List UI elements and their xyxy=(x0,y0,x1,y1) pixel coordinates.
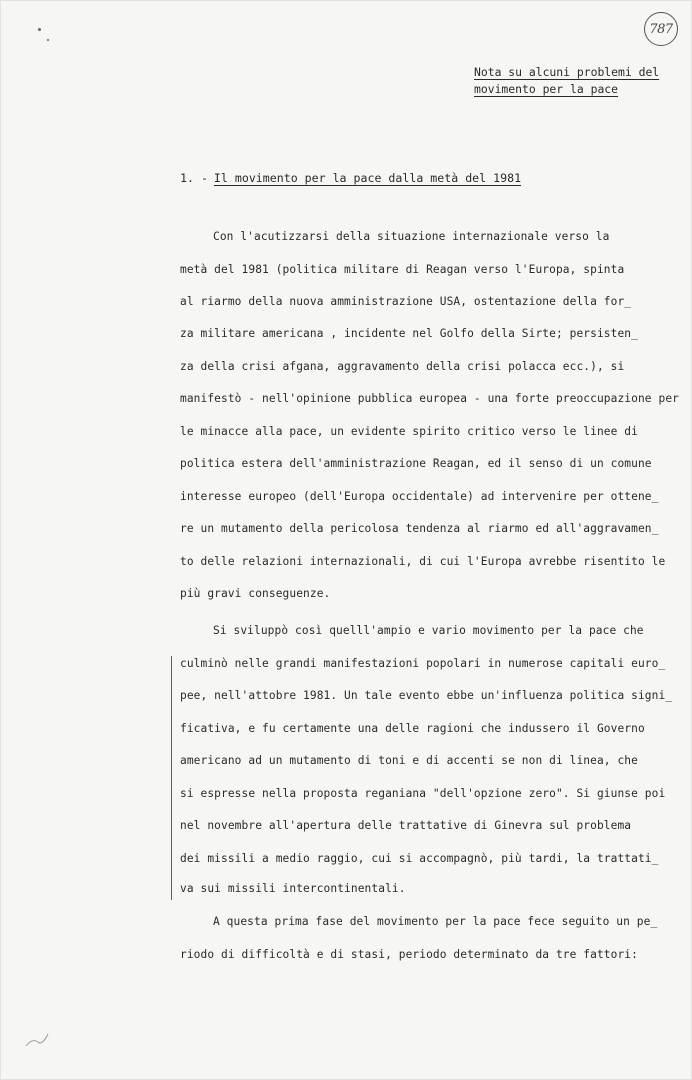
body-line: za della crisi afgana, aggravamento della crisi polacca ecc.), si xyxy=(180,360,625,373)
body-line: ficativa, e fu certamente una delle ragioni che indussero il Governo xyxy=(180,722,645,735)
body-line: to delle relazioni internazionali, di cui l'Europa avrebbe risentito le xyxy=(180,555,666,568)
body-line: culminò nelle grandi manifestazioni popolari in numerose capitali euro_ xyxy=(180,657,666,670)
body-line: interesse europeo (dell'Europa occidentale) ad intervenire per ottene_ xyxy=(180,490,659,503)
body-line: le minacce alla pace, un evidente spirito critico verso le linee di xyxy=(180,425,638,438)
body-line: dei missili a medio raggio, cui si accompagnò, più tardi, la trattati_ xyxy=(180,852,659,865)
body-line: nel novembre all'apertura delle trattative di Ginevra sul problema xyxy=(180,819,632,832)
body-line: re un mutamento della pericolosa tendenza al riarmo ed all'aggravamen_ xyxy=(180,522,659,535)
heading-line-2: movimento per la pace xyxy=(474,82,619,96)
body-line: metà del 1981 (politica militare di Reagan verso l'Europa, spinta xyxy=(180,263,625,276)
body-line: più gravi conseguenze. xyxy=(180,587,331,600)
corner-pencil-scribble xyxy=(20,1016,60,1056)
body-line: politica estera dell'amministrazione Reagan, ed il senso di un comune xyxy=(180,457,652,470)
body-line: pee, nell'attobre 1981. Un tale evento ebbe un'influenza politica signi_ xyxy=(180,689,673,702)
ink-speck xyxy=(47,39,49,41)
folio-number: 787 xyxy=(649,21,673,37)
ink-speck xyxy=(38,28,41,31)
section-title-text: Il movimento per la pace dalla metà del 1981 xyxy=(213,171,522,185)
body-line: riodo di difficoltà e di stasi, periodo determinato da tre fattori: xyxy=(180,948,638,961)
section-number: 1. - xyxy=(180,171,208,185)
body-line: Con l'acutizzarsi della situazione internazionale verso la xyxy=(213,230,610,243)
body-line: va sui missili intercontinentali. xyxy=(180,882,406,895)
body-line: al riarmo della nuova amministrazione USA, ostentazione della for_ xyxy=(180,295,632,308)
document-heading xyxy=(474,64,659,98)
folio-number-stamp xyxy=(644,12,678,46)
heading-line-1: Nota su alcuni problemi del xyxy=(474,65,660,79)
body-line: manifestò - nell'opinione pubblica europea - una forte preoccupazione per xyxy=(180,392,679,405)
section-title xyxy=(180,171,521,185)
body-line: si espresse nella proposta reganiana "dell'opzione zero". Si giunse poi xyxy=(180,787,666,800)
body-line: americano ad un mutamento di toni e di accenti se non di linea, che xyxy=(180,754,638,767)
margin-vertical-mark xyxy=(171,656,172,900)
body-line: A questa prima fase del movimento per la pace fece seguito un pe_ xyxy=(213,915,658,928)
body-line: za militare americana , incidente nel Golfo della Sirte; persisten_ xyxy=(180,327,638,340)
body-line: Si sviluppò così quelll'ampio e vario movimento per la pace che xyxy=(213,624,644,637)
